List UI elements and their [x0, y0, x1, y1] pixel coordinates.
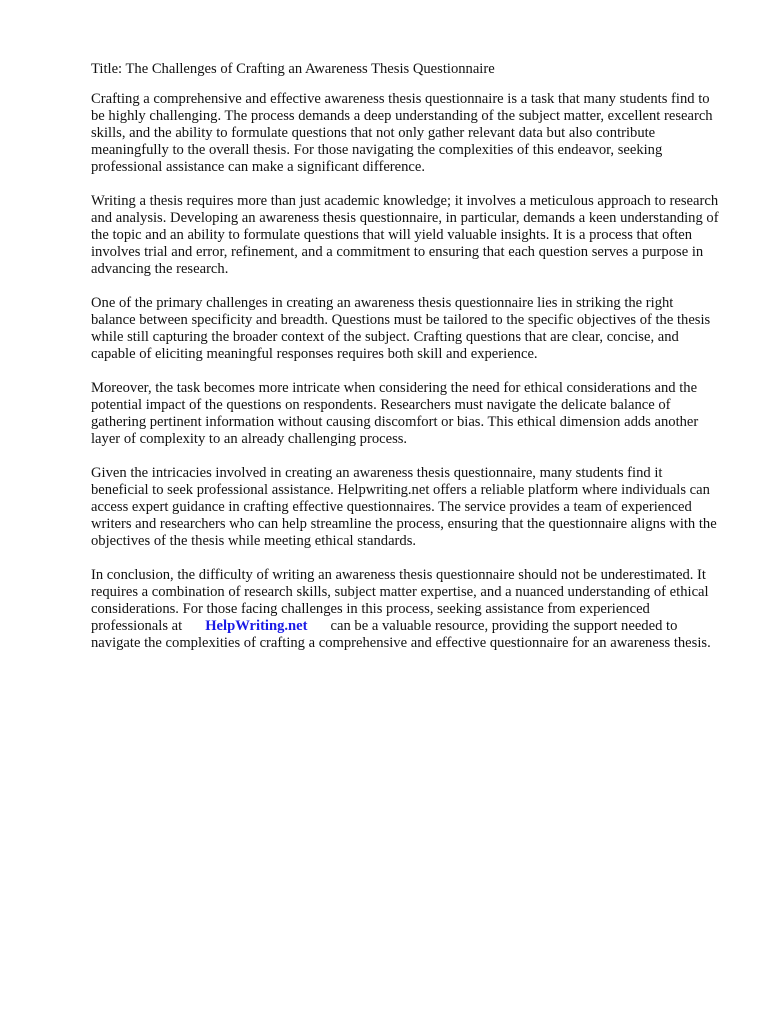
document-title: Title: The Challenges of Crafting an Awareness Thesis Questionnaire [91, 61, 495, 77]
paragraph-conclusion [91, 567, 721, 652]
document-body [91, 61, 721, 669]
paragraph-intro: Crafting a comprehensive and effective awareness thesis questionnaire is a task that many students find to be highly challenging. The process demands a deep understanding of the subject matter, excellent research skills, and the ability to formulate questions that not only gather relevant data but also contribute meaningfully to the overall thesis. For those navigating the complexities of this endeavor, seeking professional assistance can make a significant difference. [91, 91, 713, 175]
paragraph-ethics: Moreover, the task becomes more intricate when considering the need for ethical considerations and the potential impact of the questions on respondents. Researchers must navigate the delicate balance of gathering pertinent information without causing discomfort or bias. This ethical dimension adds another layer of complexity to an already challenging process. [91, 380, 699, 447]
paragraph-assistance: Given the intricacies involved in creating an awareness thesis questionnaire, many students find it beneficial to seek professional assistance. Helpwriting.net offers a reliable platform where individuals can access expert guidance in crafting effective questionnaires. The service provides a team of experienced writers and researchers who can help streamline the process, ensuring that the questionnaire aligns with the objectives of the thesis while meeting ethical standards. [91, 465, 717, 549]
conclusion-text-after-link: can be a valuable resource, providing the support needed to navigate the complexities of crafting a comprehensive and effective questionnaire for an awareness thesis. [91, 618, 711, 651]
paragraph-challenges: One of the primary challenges in creating an awareness thesis questionnaire lies in striking the right balance between specificity and breadth. Questions must be tailored to the specific objectives of the thesis while still capturing the broader context of the subject. Crafting questions that are clear, concise, and capable of eliciting meaningful responses requires both skill and experience. [91, 295, 711, 362]
conclusion-text-before-link: In conclusion, the difficulty of writing an awareness thesis questionnaire should not be underestimated. It requires a combination of research skills, subject matter expertise, and a nuanced understanding of ethical considerations. For those facing challenges in this process, seeking assistance from experienced professionals at [91, 567, 709, 634]
helpwriting-link[interactable]: HelpWriting.net [205, 618, 308, 634]
paragraph-writing-thesis: Writing a thesis requires more than just academic knowledge; it involves a meticulous approach to research and analysis. Developing an awareness thesis questionnaire, in particular, demands a keen understanding of the topic and an ability to formulate questions that will yield valuable insights. It is a process that often involves trial and error, refinement, and a commitment to ensuring that each question serves a purpose in advancing the research. [91, 193, 719, 277]
